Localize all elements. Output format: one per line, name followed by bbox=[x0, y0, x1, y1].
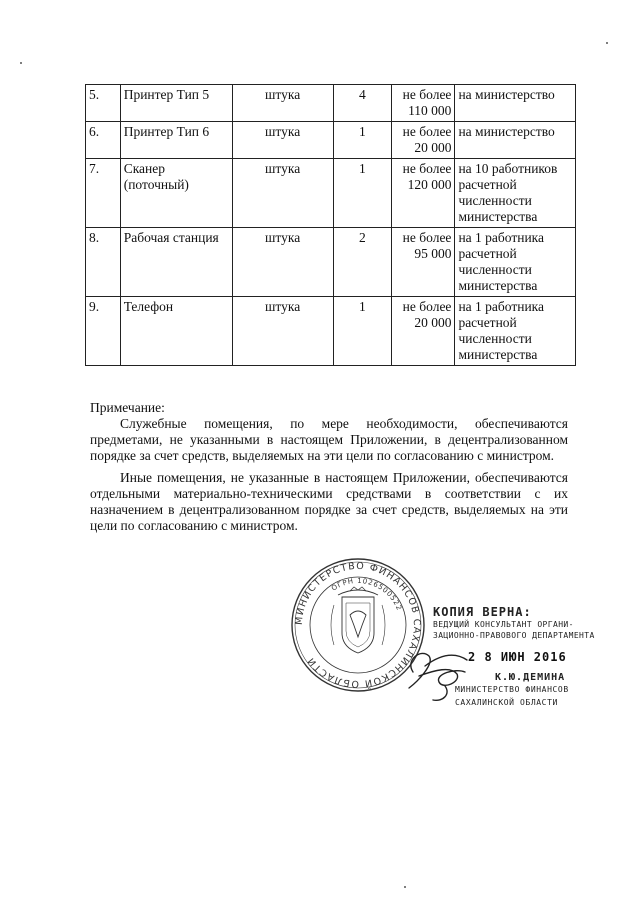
equipment-table-body bbox=[86, 85, 576, 366]
quantity: 1 bbox=[333, 159, 392, 228]
seal-inner-text: ОГРН 1026500522 bbox=[330, 576, 404, 612]
table-row bbox=[86, 297, 576, 366]
cert-position-line-2: ЗАЦИОННО-ПРАВОВОГО ДЕПАРТАМЕНТА bbox=[433, 631, 595, 640]
price-limit: не более 110 000 bbox=[392, 85, 455, 122]
notes-heading: Примечание: bbox=[90, 400, 165, 415]
quantity: 1 bbox=[333, 297, 392, 366]
scan-speck bbox=[606, 42, 608, 44]
cert-name: К.Ю.ДЕМИНА bbox=[495, 672, 566, 683]
norm: на 1 работника расчетной численности министерства bbox=[455, 297, 576, 366]
scan-speck bbox=[404, 886, 406, 888]
row-number: 6. bbox=[86, 122, 121, 159]
certification-stamp bbox=[433, 605, 623, 641]
unit: штука bbox=[232, 122, 333, 159]
price-limit: не более 95 000 bbox=[392, 228, 455, 297]
norm: на 10 работников расчетной численности министерства bbox=[455, 159, 576, 228]
unit: штука bbox=[232, 85, 333, 122]
table-row bbox=[86, 228, 576, 297]
item-name: Принтер Тип 5 bbox=[120, 85, 232, 122]
cert-title: КОПИЯ ВЕРНА: bbox=[433, 605, 532, 619]
cert-position-line-1: ВЕДУЩИЙ КОНСУЛЬТАНТ ОРГАНИ- bbox=[433, 620, 574, 629]
item-name: Сканер (поточный) bbox=[120, 159, 232, 228]
scan-speck bbox=[20, 62, 22, 64]
norm: на министерство bbox=[455, 85, 576, 122]
row-number: 8. bbox=[86, 228, 121, 297]
table-row bbox=[86, 85, 576, 122]
norm: на министерство bbox=[455, 122, 576, 159]
quantity: 4 bbox=[333, 85, 392, 122]
unit: штука bbox=[232, 228, 333, 297]
item-name: Телефон bbox=[120, 297, 232, 366]
price-limit: не более 120 000 bbox=[392, 159, 455, 228]
cert-org-line-1: МИНИСТЕРСТВО ФИНАНСОВ bbox=[455, 685, 569, 694]
price-limit: не более 20 000 bbox=[392, 122, 455, 159]
row-number: 5. bbox=[86, 85, 121, 122]
quantity: 1 bbox=[333, 122, 392, 159]
cert-org-line-2: САХАЛИНСКОЙ ОБЛАСТИ bbox=[455, 698, 558, 707]
table-row bbox=[86, 122, 576, 159]
item-name: Рабочая станция bbox=[120, 228, 232, 297]
item-name: Принтер Тип 6 bbox=[120, 122, 232, 159]
price-limit: не более 20 000 bbox=[392, 297, 455, 366]
note-paragraph-1: Служебные помещения, по мере необходимости, обеспечиваются предметами, не указанными в настоящем Приложении, в децентрализованном порядке за счет средств, выделяемых на эти цели по согласованию с министром. bbox=[90, 416, 568, 463]
seal-ring-text: МИНИСТЕРСТВО ФИНАНСОВ САХАЛИНСКОЙ ОБЛАСТИ bbox=[293, 560, 423, 690]
note-paragraph-2: Иные помещения, не указанные в настоящем Приложении, обеспечиваются отдельными материально-техническими средствами в соответствии с их назначением в децентрализованном порядке за счет средств, выделяемых на эти цели по согласованию с министром. bbox=[90, 470, 568, 533]
unit: штука bbox=[232, 159, 333, 228]
notes-section bbox=[90, 400, 568, 534]
certification-signatory bbox=[455, 672, 625, 709]
quantity: 2 bbox=[333, 228, 392, 297]
cert-date: 2 8 ИЮН 2016 bbox=[468, 650, 567, 664]
equipment-table bbox=[85, 84, 576, 366]
row-number: 7. bbox=[86, 159, 121, 228]
row-number: 9. bbox=[86, 297, 121, 366]
coat-of-arms-icon bbox=[331, 587, 385, 653]
table-row bbox=[86, 159, 576, 228]
unit: штука bbox=[232, 297, 333, 366]
norm: на 1 работника расчетной численности министерства bbox=[455, 228, 576, 297]
